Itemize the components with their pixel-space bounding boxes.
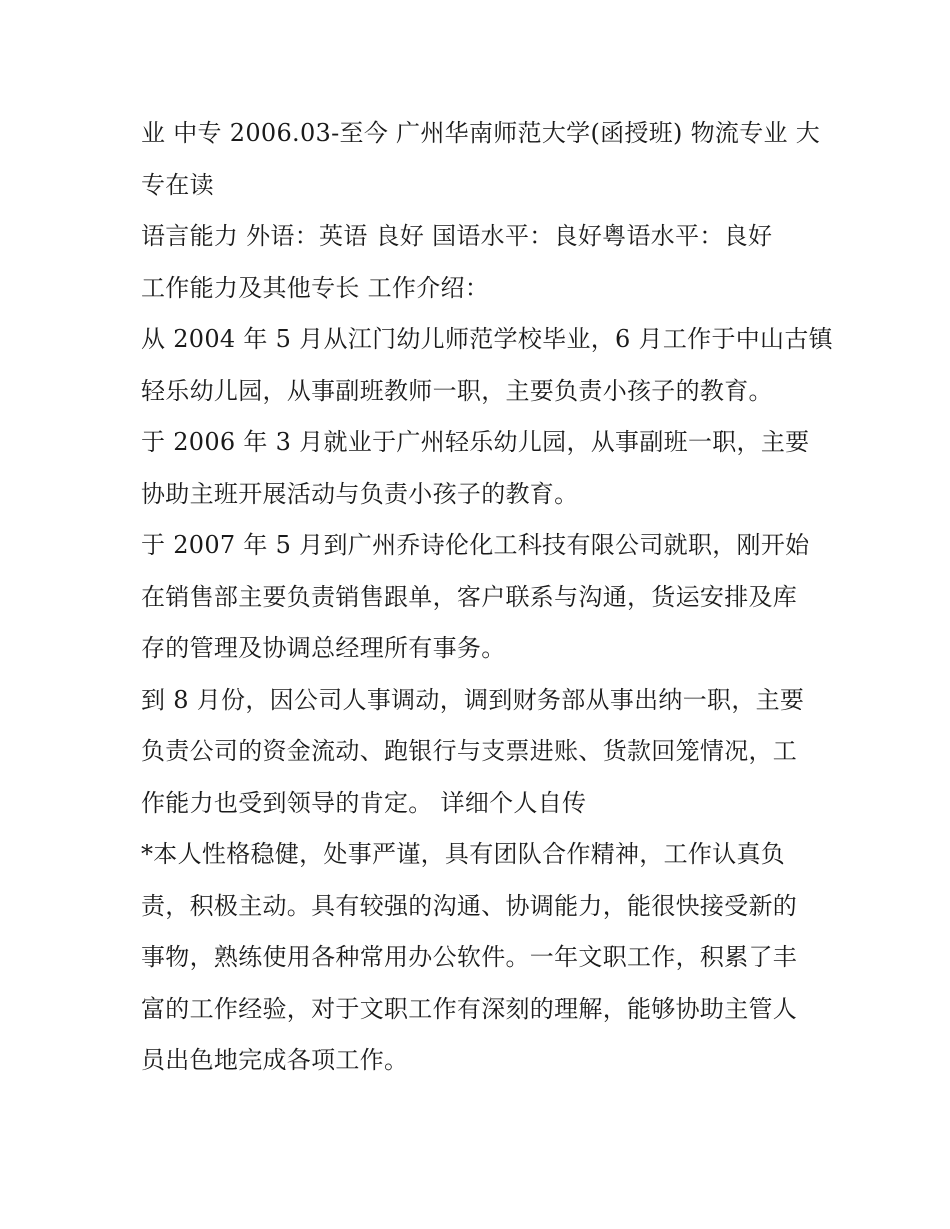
text-line: 责，积极主动。具有较强的沟通、协调能力，能很快接受新的 bbox=[141, 891, 798, 920]
text-line: 员出色地完成各项工作。 bbox=[141, 1046, 409, 1074]
text-line: 事物，熟练使用各种常用办公软件。一年文职工作，积累了丰 bbox=[141, 943, 798, 971]
text-line: 从 2004 年 5 月从江门幼儿师范学校毕业，6 月工作于中山古镇 bbox=[141, 325, 833, 353]
text-line: 到 8 月份，因公司人事调动，调到财务部从事出纳一职，主要 bbox=[141, 685, 805, 714]
text-line: 于 2007 年 5 月到广州乔诗伦化工科技有限公司就职，刚开始 bbox=[141, 531, 810, 559]
text-line: 作能力也受到领导的肯定。 详细个人自传 bbox=[141, 788, 587, 817]
text-line: 业 中专 2006.03-至今 广州华南师范大学(函授班) 物流专业 大 bbox=[141, 119, 821, 147]
text-line: 协助主班开展活动与负责小孩子的教育。 bbox=[141, 479, 579, 508]
document-body bbox=[141, 108, 833, 1087]
text-line: 在销售部主要负责销售跟单，客户联系与沟通，货运安排及库 bbox=[141, 582, 798, 611]
text-line: 工作能力及其他专长 工作介绍： bbox=[141, 273, 490, 302]
text-line: 语言能力 外语：英语 良好 国语水平：良好粤语水平：良好 bbox=[141, 222, 773, 250]
text-line: 富的工作经验，对于文职工作有深刻的理解，能够协助主管人 bbox=[141, 994, 798, 1023]
text-line: 负责公司的资金流动、跑银行与支票进账、货款回笼情况，工 bbox=[141, 737, 798, 765]
text-line: 专在读 bbox=[141, 170, 214, 199]
text-line: 轻乐幼儿园，从事副班教师一职，主要负责小孩子的教育。 bbox=[141, 376, 773, 405]
text-line: 于 2006 年 3 月就业于广州轻乐幼儿园，从事副班一职，主要 bbox=[141, 428, 810, 456]
text-line: 存的管理及协调总经理所有事务。 bbox=[141, 634, 506, 662]
text-line: *本人性格稳健，处事严谨，具有团队合作精神，工作认真负 bbox=[141, 840, 786, 868]
